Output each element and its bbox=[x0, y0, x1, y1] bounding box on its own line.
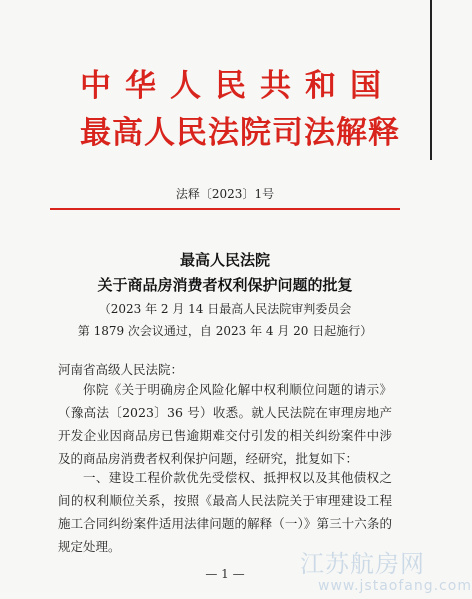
doc-subtitle-line1: （2023 年 2 月 14 日最高人民法院审判委员会 bbox=[98, 302, 352, 316]
watermark-url: www.jstaofang.com bbox=[318, 578, 472, 594]
page-number: — 1 — bbox=[205, 567, 245, 581]
addressee: 河南省高级人民法院： bbox=[58, 362, 184, 377]
body-paragraph-2: 一、建设工程价款优先受偿权、抵押权以及其他债权之间的权利顺位关系，按照《最高人民法院关于审理建设工程施工合同纠纷案件适用法律问题的解释（一）》第三十六条的规定处理。 bbox=[58, 470, 392, 554]
watermark-logo-text: 江苏航房网 bbox=[300, 550, 425, 578]
header-title-line1: 中华人民共和国 bbox=[80, 68, 395, 104]
doc-title-line2: 关于商品房消费者权利保护问题的批复 bbox=[97, 276, 353, 294]
doc-title-line1: 最高人民法院 bbox=[179, 251, 270, 269]
document-number: 法释〔2023〕1号 bbox=[175, 187, 275, 201]
header-title-line2: 最高人民法院司法解释 bbox=[80, 115, 400, 151]
page-edge-line bbox=[430, 0, 432, 160]
doc-subtitle-line2: 第 1879 次会议通过，自 2023 年 4 月 20 日起施行） bbox=[77, 324, 373, 338]
red-divider-line bbox=[50, 208, 400, 210]
body-paragraph-1: 你院《关于明确房企风险化解中权利顺位问题的请示》（豫高法〔2023〕36 号）收悉。就人民法院在审理房地产开发企业因商品房已售逾期难交付引发的相关纠纷案件中涉及的商品房消费者权利保护问题，经研究，批复如下： bbox=[58, 382, 392, 466]
